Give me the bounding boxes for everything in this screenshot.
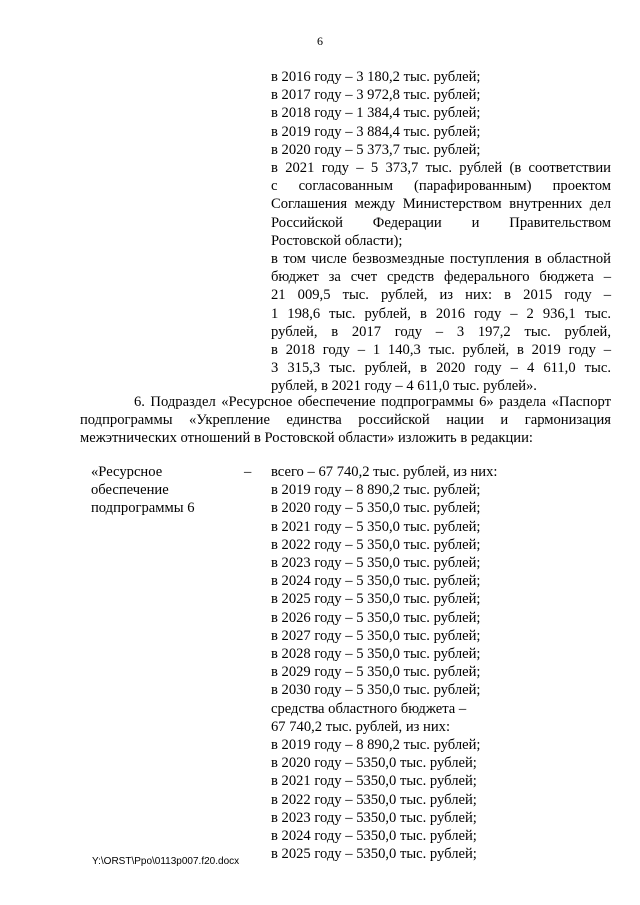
value-line: средства областного бюджета – — [271, 700, 467, 717]
text-line: рублей, в 2021 году – 4 611,0 тыс. рублей». — [271, 378, 537, 395]
value-line: в 2019 году – 8 890,2 тыс. рублей; — [271, 737, 481, 754]
value-line: в 2021 году – 5350,0 тыс. рублей; — [271, 773, 477, 790]
text-line: в 2018 году – 1 384,4 тыс. рублей; — [271, 105, 481, 122]
text-line: в 2017 году – 3 972,8 тыс. рублей; — [271, 87, 481, 104]
text-line: в 2021 году – 5 373,7 тыс. рублей (в соответствии — [271, 160, 611, 177]
value-line: в 2025 году – 5350,0 тыс. рублей; — [271, 846, 477, 863]
text-line: бюджет за счет средств федерального бюджета – — [271, 269, 611, 286]
text-line: Российской Федерации и Правительством — [271, 214, 611, 231]
file-path-footer: Y:\ORST\Ppo\0113p007.f20.docx — [92, 856, 240, 867]
value-line: в 2023 году – 5350,0 тыс. рублей; — [271, 809, 477, 826]
text-line: 3 315,3 тыс. рублей, в 2020 году – 4 611,0 тыс. — [271, 360, 611, 377]
text-line: подпрограммы «Укрепление единства российской нации и гармонизация — [80, 412, 611, 429]
text-line: в 2018 году – 1 140,3 тыс. рублей, в 2019 году – — [271, 342, 611, 359]
text-line: межэтнических отношений в Ростовской области» изложить в редакции: — [80, 430, 533, 447]
value-line: в 2019 году – 8 890,2 тыс. рублей; — [271, 482, 481, 499]
value-line: в 2026 году – 5 350,0 тыс. рублей; — [271, 609, 481, 626]
page-number: 6 — [317, 34, 323, 48]
value-line: в 2028 году – 5 350,0 тыс. рублей; — [271, 646, 481, 663]
funding-text-block — [271, 68, 611, 396]
value-line: в 2024 году – 5350,0 тыс. рублей; — [271, 828, 477, 845]
label-line: подпрограммы 6 — [91, 500, 195, 517]
label-line: обеспечение — [91, 482, 169, 499]
label-line: «Ресурсное — [91, 464, 163, 480]
value-line: в 2024 году – 5 350,0 тыс. рублей; — [271, 573, 481, 590]
text-line: с согласованным (парафированным) проектом — [271, 178, 611, 195]
text-line: в том числе безвозмездные поступления в областной — [271, 251, 611, 268]
resource-label — [91, 463, 195, 518]
value-line: в 2020 году – 5 350,0 тыс. рублей; — [271, 500, 481, 517]
text-line: рублей, в 2017 году – 3 197,2 тыс. рублей, — [271, 323, 611, 340]
value-line: всего – 67 740,2 тыс. рублей, из них: — [271, 464, 498, 480]
value-line: в 2027 году – 5 350,0 тыс. рублей; — [271, 627, 481, 644]
value-line: в 2030 году – 5 350,0 тыс. рублей; — [271, 682, 481, 699]
resource-values — [271, 463, 611, 863]
value-line: в 2022 году – 5 350,0 тыс. рублей; — [271, 536, 481, 553]
value-line: в 2020 году – 5350,0 тыс. рублей; — [271, 755, 477, 772]
section-6-paragraph — [80, 393, 611, 448]
text-line: Соглашения между Министерством внутренних дел — [271, 196, 611, 213]
value-line: в 2021 году – 5 350,0 тыс. рублей; — [271, 518, 481, 535]
text-line: 6. Подраздел «Ресурсное обеспечение подпрограммы 6» раздела «Паспорт — [134, 394, 611, 410]
value-line: в 2023 году – 5 350,0 тыс. рублей; — [271, 555, 481, 572]
text-line: в 2016 году – 3 180,2 тыс. рублей; — [271, 69, 481, 85]
text-line: в 2019 году – 3 884,4 тыс. рублей; — [271, 123, 481, 140]
label-dash: – — [244, 464, 252, 480]
text-line: Ростовской области); — [271, 232, 403, 249]
value-line: в 2029 году – 5 350,0 тыс. рублей; — [271, 664, 481, 681]
text-line: 21 009,5 тыс. рублей, из них: в 2015 году – — [271, 287, 611, 304]
value-line: в 2025 году – 5 350,0 тыс. рублей; — [271, 591, 481, 608]
text-line: в 2020 году – 5 373,7 тыс. рублей; — [271, 141, 481, 158]
text-line: 1 198,6 тыс. рублей, в 2016 году – 2 936,1 тыс. — [271, 305, 611, 322]
value-line: 67 740,2 тыс. рублей, из них: — [271, 718, 451, 735]
value-line: в 2022 году – 5350,0 тыс. рублей; — [271, 791, 477, 808]
